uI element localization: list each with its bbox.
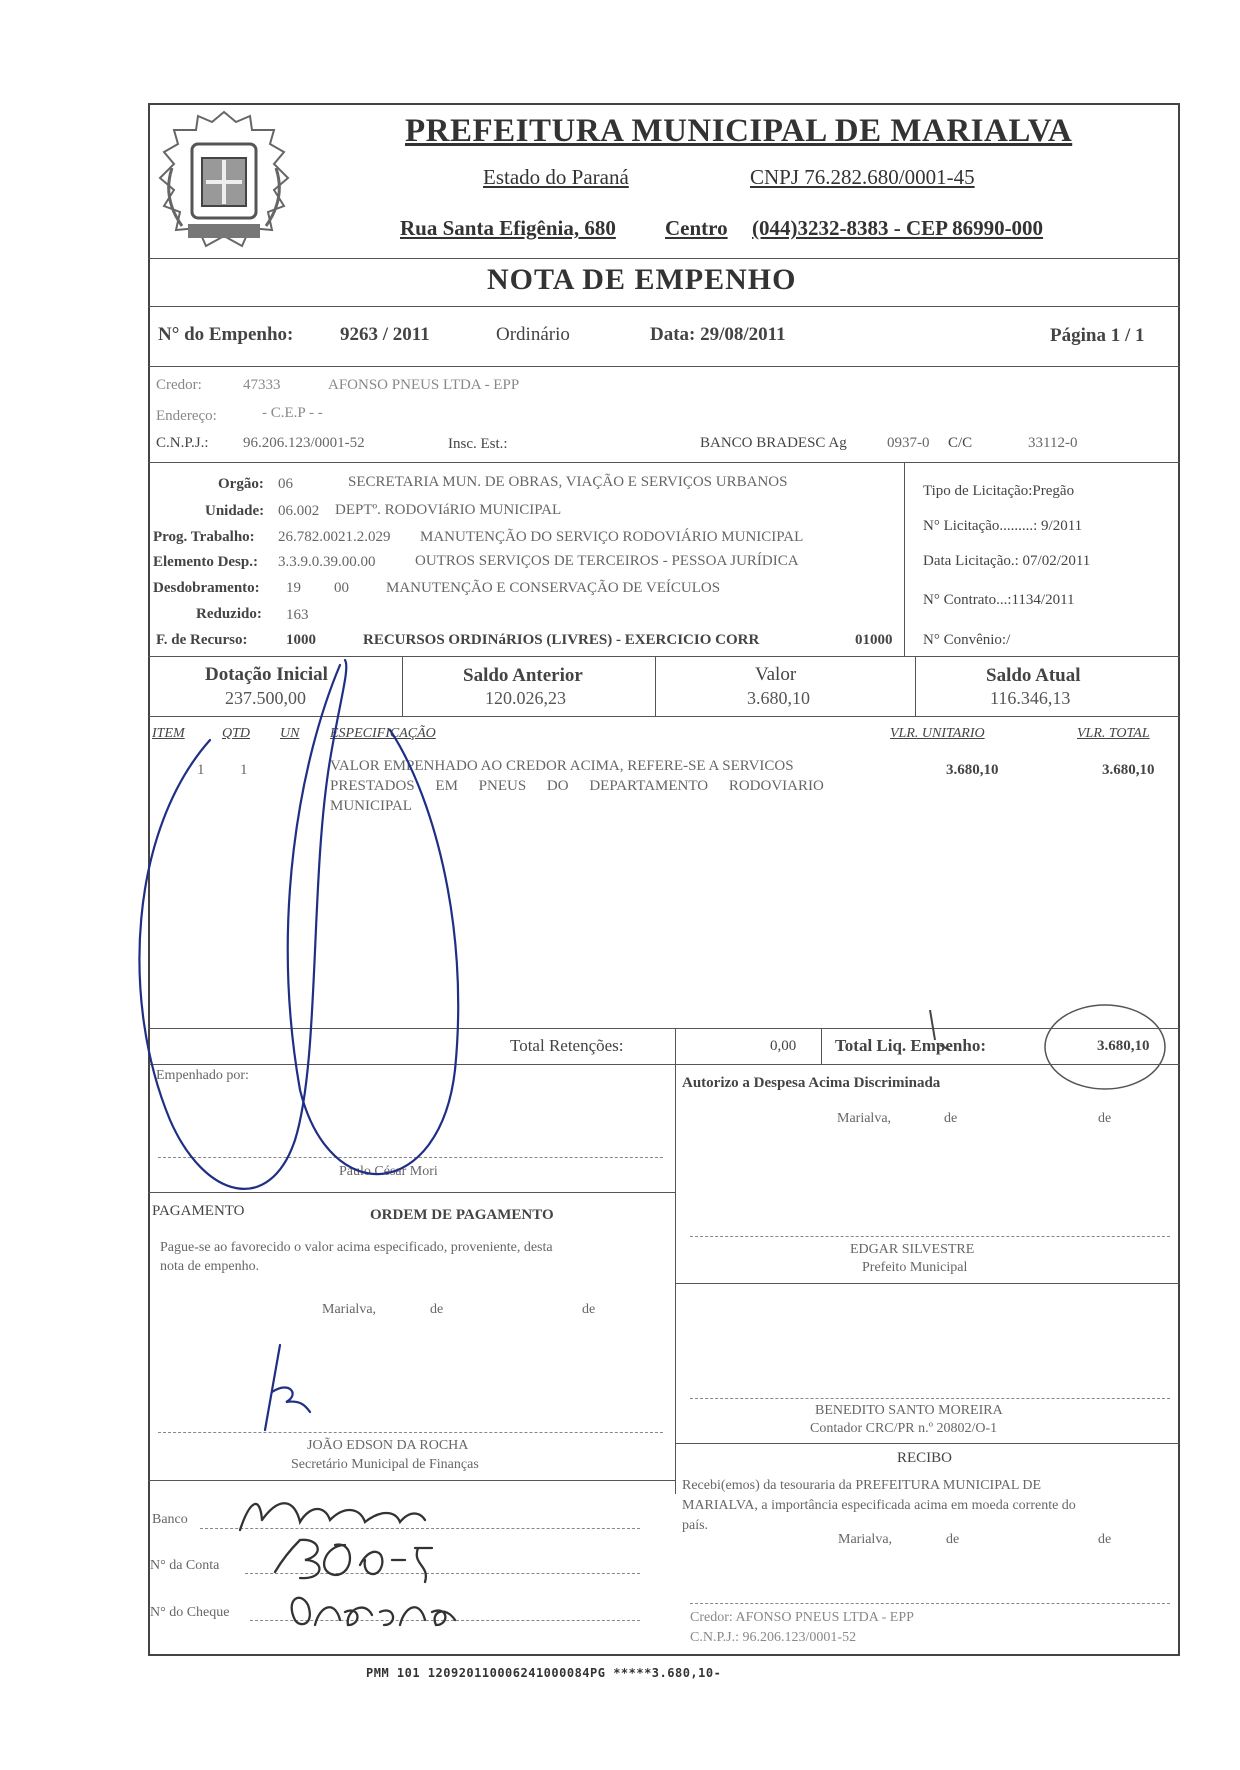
header-state: Estado do Paraná <box>483 165 629 189</box>
tipo-licitacao: Tipo de Licitação:Pregão <box>923 483 1075 499</box>
dotacao-value: 237.500,00 <box>225 688 306 708</box>
data-licitacao: Data Licitação.: 07/02/2011 <box>923 553 1091 569</box>
divider <box>148 306 1180 307</box>
signature-line <box>690 1236 1170 1237</box>
divider <box>675 1283 1180 1284</box>
signature-line <box>158 1157 663 1158</box>
col-item: ITEM <box>152 726 185 741</box>
total-liquido-value: 3.680,10 <box>1097 1038 1150 1054</box>
unidade-code: 06.002 <box>278 503 320 519</box>
signature-line <box>690 1603 1170 1604</box>
reduzido-label: Reduzido: <box>196 606 262 622</box>
insc-label: Insc. Est.: <box>448 436 508 452</box>
autorizo-de-2: de <box>1098 1111 1112 1126</box>
total-retencoes-label: Total Retenções: <box>510 1036 624 1055</box>
item-total-value: 3.680,10 <box>1102 762 1155 778</box>
saldo-anterior-value: 120.026,23 <box>485 688 566 708</box>
divider <box>148 462 1180 463</box>
divider <box>148 1480 675 1481</box>
unidade-label: Unidade: <box>205 503 265 519</box>
elemento-code: 3.3.9.0.39.00.00 <box>278 554 376 570</box>
recibo-text-line-3: país. <box>682 1518 709 1533</box>
autorizo-de-1: de <box>944 1111 958 1126</box>
cheque-line <box>250 1620 640 1621</box>
numero-licitacao: N° Licitação.........: 9/2011 <box>923 518 1083 534</box>
col-especificacao: ESPECIFICAÇÃO <box>330 726 436 741</box>
signature-line <box>158 1432 663 1433</box>
item-qtd: 1 <box>240 762 248 778</box>
divider <box>148 258 1180 259</box>
endereco-value: - C.E.P - - <box>262 405 323 421</box>
divider <box>148 1192 675 1193</box>
numero-contrato: N° Contrato...:1134/2011 <box>923 592 1075 608</box>
contador-role: Contador CRC/PR n.º 20802/O-1 <box>810 1421 998 1436</box>
recibo-title: RECIBO <box>897 1450 953 1466</box>
col-vlr-total: VLR. TOTAL <box>1077 726 1150 741</box>
recurso-desc: RECURSOS ORDINáRIOS (LIVRES) - EXERCICIO CORR <box>363 632 760 648</box>
cc-value: 33112-0 <box>1028 435 1078 451</box>
col-vlr-unitario: VLR. UNITARIO <box>890 726 985 741</box>
divider <box>148 366 1180 367</box>
recibo-cnpj: C.N.P.J.: 96.206.123/0001-52 <box>690 1630 857 1645</box>
divider <box>148 1064 1180 1065</box>
elemento-desc: OUTROS SERVIÇOS DE TERCEIROS - PESSOA JURÍDICA <box>415 553 799 569</box>
valor-value: 3.680,10 <box>747 688 810 708</box>
empenho-date: Data: 29/08/2011 <box>650 324 786 345</box>
item-spec-line-2: PRESTADOS EM PNEUS DO DEPARTAMENTO RODOVIARIO <box>330 778 824 794</box>
recibo-de-2: de <box>1098 1532 1112 1547</box>
recibo-text-line-2: MARIALVA, a importância especificada acima em moeda corrente do <box>682 1498 1076 1513</box>
divider <box>655 656 656 716</box>
header-phone-cep: (044)3232-8383 - CEP 86990-000 <box>752 216 1044 240</box>
orgao-code: 06 <box>278 476 293 492</box>
page-number: Página 1 / 1 <box>1050 325 1145 346</box>
divider <box>148 656 1180 657</box>
cheque-label: N° do Cheque <box>150 1605 230 1620</box>
divider <box>675 1028 676 1494</box>
contador-name: BENEDITO SANTO MOREIRA <box>815 1403 1003 1418</box>
empenho-number-label: N° do Empenho: <box>158 324 294 345</box>
autorizo-label: Autorizo a Despesa Acima Discriminada <box>682 1075 941 1091</box>
recurso-label: F. de Recurso: <box>156 632 248 648</box>
unidade-desc: DEPTº. RODOVIáRIO MUNICIPAL <box>335 502 562 518</box>
pagamento-de-2: de <box>582 1302 596 1317</box>
item-spec-line-3: MUNICIPAL <box>330 798 412 814</box>
total-liquido-label: Total Liq. Empenho: <box>835 1036 986 1055</box>
header-address: Rua Santa Efigênia, 680 <box>400 216 616 240</box>
divider <box>148 1028 1180 1029</box>
header-cnpj: CNPJ 76.282.680/0001-45 <box>750 165 975 189</box>
recibo-credor: Credor: AFONSO PNEUS LTDA - EPP <box>690 1610 914 1625</box>
empenho-number: 9263 / 2011 <box>340 324 430 345</box>
conta-line <box>245 1573 640 1574</box>
conta-label: N° da Conta <box>150 1558 220 1573</box>
divider <box>904 462 905 656</box>
divider <box>915 656 916 716</box>
ordem-pagamento-title: ORDEM DE PAGAMENTO <box>370 1207 554 1223</box>
endereco-label: Endereço: <box>156 408 217 424</box>
cnpj-label: C.N.P.J.: <box>156 435 209 451</box>
empenhado-por-label: Empenhado por: <box>156 1068 249 1083</box>
col-un: UN <box>280 726 300 741</box>
prog-desc: MANUTENÇÃO DO SERVIÇO RODOVIÁRIO MUNICIPAL <box>420 529 804 545</box>
pagamento-label: PAGAMENTO <box>152 1203 245 1219</box>
desdobramento-sub: 00 <box>334 580 349 596</box>
item-unit-value: 3.680,10 <box>946 762 999 778</box>
orgao-label: Orgão: <box>218 476 264 492</box>
recibo-text-line-1: Recebi(emos) da tesouraria da PREFEITURA MUNICIPAL DE <box>682 1478 1042 1493</box>
document-title: NOTA DE EMPENHO <box>487 263 797 296</box>
saldo-atual-label: Saldo Atual <box>986 665 1081 686</box>
orgao-desc: SECRETARIA MUN. DE OBRAS, VIAÇÃO E SERVIÇOS URBANOS <box>348 474 788 490</box>
valor-label: Valor <box>755 664 797 685</box>
divider <box>402 656 403 716</box>
pagamento-de-1: de <box>430 1302 444 1317</box>
municipal-crest-icon <box>152 108 297 258</box>
elemento-label: Elemento Desp.: <box>153 554 258 570</box>
recibo-place: Marialva, <box>838 1532 893 1547</box>
saldo-atual-value: 116.346,13 <box>990 688 1071 708</box>
cnpj-value: 96.206.123/0001-52 <box>243 435 365 451</box>
header-title: PREFEITURA MUNICIPAL DE MARIALVA <box>405 113 1073 149</box>
desdobramento-label: Desdobramento: <box>153 580 260 596</box>
numero-convenio: N° Convênio:/ <box>923 632 1011 648</box>
pagamento-text-line-2: nota de empenho. <box>160 1259 260 1274</box>
prefeito-name: EDGAR SILVESTRE <box>850 1242 975 1257</box>
recurso-code: 1000 <box>286 632 316 648</box>
saldo-anterior-label: Saldo Anterior <box>463 665 583 686</box>
divider <box>675 1443 1180 1444</box>
secretario-role: Secretário Municipal de Finanças <box>291 1457 479 1472</box>
item-number: 1 <box>197 762 205 778</box>
dotacao-label: Dotação Inicial <box>205 664 328 685</box>
prog-label: Prog. Trabalho: <box>153 529 255 545</box>
item-spec-line-1: VALOR EMPENHADO AO CREDOR ACIMA, REFERE-SE A SERVICOS <box>330 758 794 774</box>
prefeito-role: Prefeito Municipal <box>862 1260 968 1275</box>
footer-code: PMM 101 120920110006241000084PG *****3.680,10- <box>366 1666 722 1680</box>
signature-line <box>690 1398 1170 1399</box>
divider <box>821 1028 822 1064</box>
credor-label: Credor: <box>156 377 202 393</box>
desdobramento-desc: MANUTENÇÃO E CONSERVAÇÃO DE VEÍCULOS <box>386 580 721 596</box>
bank-agency: 0937-0 <box>887 435 930 451</box>
credor-code: 47333 <box>243 377 281 393</box>
recurso-num: 01000 <box>855 632 893 648</box>
cc-label: C/C <box>948 435 973 451</box>
credor-name: AFONSO PNEUS LTDA - EPP <box>328 377 520 393</box>
recibo-de-1: de <box>946 1532 960 1547</box>
header-district: Centro <box>665 216 728 240</box>
reduzido-value: 163 <box>286 607 309 623</box>
autorizo-place: Marialva, <box>837 1111 892 1126</box>
pagamento-place: Marialva, <box>322 1302 377 1317</box>
banco-label: Banco <box>152 1512 188 1527</box>
pagamento-text-line-1: Pague-se ao favorecido o valor acima especificado, proveniente, desta <box>160 1240 553 1255</box>
empenho-type: Ordinário <box>496 324 570 345</box>
bank-name: BANCO BRADESC Ag <box>700 435 847 451</box>
empenhado-por-name: Paulo César Mori <box>339 1164 438 1179</box>
col-qtd: QTD <box>222 726 251 741</box>
divider <box>148 716 1180 717</box>
banco-line <box>200 1528 640 1529</box>
prog-code: 26.782.0021.2.029 <box>278 529 391 545</box>
secretario-name: JOÃO EDSON DA ROCHA <box>307 1438 469 1453</box>
desdobramento-code: 19 <box>286 580 301 596</box>
total-retencoes-value: 0,00 <box>770 1038 797 1054</box>
